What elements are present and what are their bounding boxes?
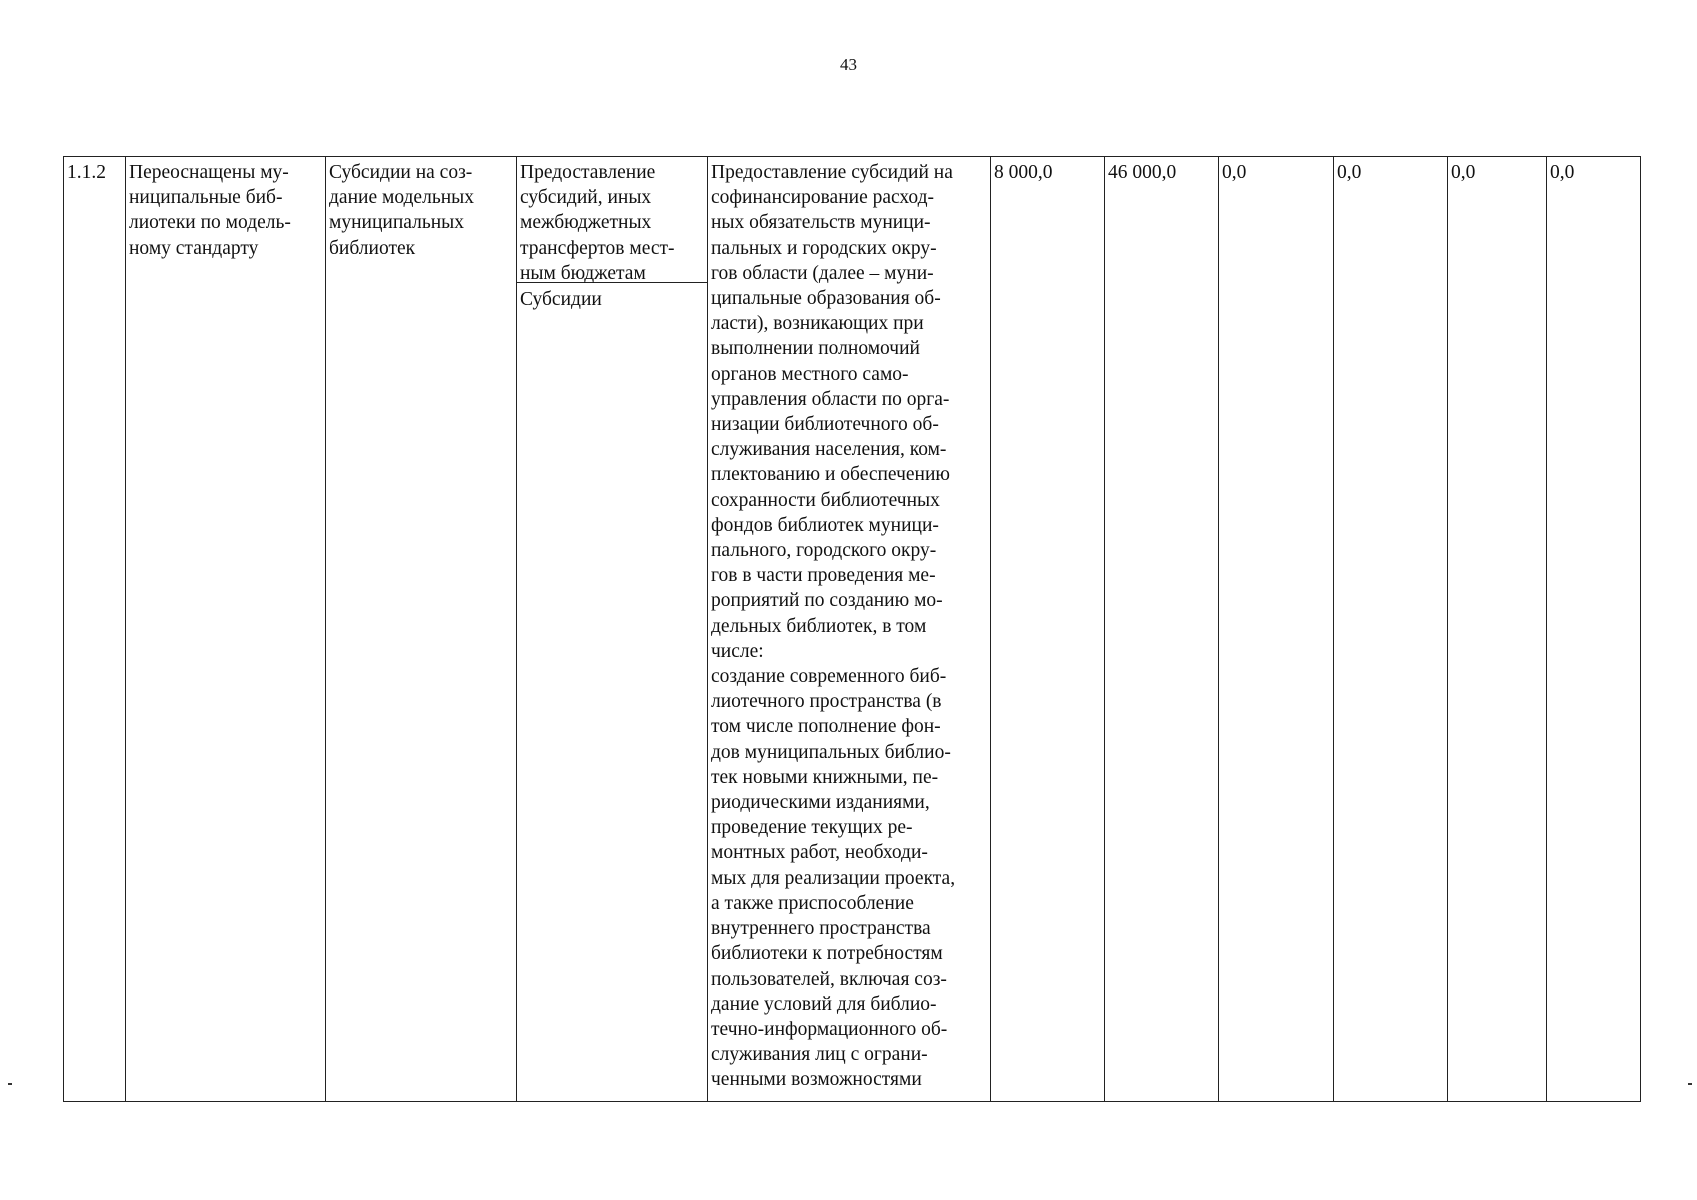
description-line: тек новыми книжными, пе-: [711, 766, 939, 788]
value-text: 0,0: [1550, 162, 1575, 183]
description-line: создание современного биб-: [711, 666, 947, 688]
scan-mark-right: [1688, 1083, 1692, 1085]
type-line: субсидий, иных: [520, 187, 652, 209]
cell-value-2: [1105, 157, 1219, 1101]
description-line: ласти), возникающих при: [711, 313, 924, 335]
description-line: фондов библиотек муници-: [711, 514, 939, 536]
description-line: течно-информационного об-: [711, 1018, 948, 1040]
cell-value-1: [991, 157, 1105, 1101]
value-text: 0,0: [1222, 162, 1247, 183]
result-line: ниципальные биб-: [129, 187, 283, 209]
description-line: ципальные образования об-: [711, 288, 941, 310]
result-line: ному стандарту: [129, 237, 259, 259]
description-line: дов муниципальных библио-: [711, 741, 951, 763]
value-text: 8 000,0: [994, 162, 1053, 183]
measure-line: библиотек: [329, 237, 416, 259]
cell-code: [64, 157, 126, 1101]
description-line: сохранности библиотечных: [711, 489, 940, 511]
cell-value-6: [1547, 157, 1640, 1101]
cell-value-4: [1334, 157, 1448, 1101]
description-line: проведение текущих ре-: [711, 817, 913, 839]
cell-description: [708, 157, 991, 1101]
cell-value-3: [1219, 157, 1334, 1101]
budget-table: [63, 156, 1641, 1102]
value-text: 46 000,0: [1108, 162, 1177, 183]
description-line: гов в части проведения ме-: [711, 565, 936, 587]
cell-measure: [326, 157, 517, 1101]
description-line: выполнении полномочий: [711, 338, 920, 360]
description-line: низации библиотечного об-: [711, 414, 939, 436]
description-line: дельных библиотек, в том: [711, 615, 927, 637]
description-line: лиотечного пространства (в: [711, 691, 942, 713]
description-line: роприятий по созданию мо-: [711, 590, 943, 612]
result-line: лиотеки по модель-: [129, 212, 291, 234]
description-line: софинансирование расход-: [711, 187, 935, 209]
description-line: риодическими изданиями,: [711, 792, 930, 814]
type-sub-label: Субсидии: [520, 289, 602, 310]
description-line: гов области (далее – муни-: [711, 262, 934, 284]
type-line: трансфертов мест-: [520, 237, 675, 259]
value-text: 0,0: [1451, 162, 1476, 183]
result-line: Переоснащены му-: [129, 162, 289, 183]
description-line: том числе пополнение фон-: [711, 716, 941, 738]
description-line: пользователей, включая соз-: [711, 968, 947, 990]
description-line: пального, городского окру-: [711, 540, 937, 562]
type-line: ным бюджетам: [520, 262, 646, 284]
cell-type: [517, 157, 708, 1101]
description-line: библиотеки к потребностям: [711, 943, 943, 965]
type-line: межбюджетных: [520, 212, 652, 234]
value-text: 0,0: [1337, 162, 1362, 183]
description-line: пальных и городских окру-: [711, 237, 937, 259]
description-line: служивания лиц с ограни-: [711, 1044, 928, 1066]
cell-value-5: [1448, 157, 1547, 1101]
page-number: 43: [840, 55, 857, 74]
cell-result: [126, 157, 326, 1101]
description-line: а также приспособление: [711, 892, 914, 914]
description-line: органов местного само-: [711, 363, 909, 385]
description-line: числе:: [711, 640, 764, 662]
description-line: управления области по орга-: [711, 388, 950, 410]
scan-mark-left: [8, 1083, 12, 1085]
description-line: мых для реализации проекта,: [711, 867, 956, 889]
measure-line: дание модельных: [329, 187, 474, 209]
measure-line: муниципальных: [329, 212, 465, 234]
description-line: Предоставление субсидий на: [711, 162, 953, 183]
description-line: ченными возможностями: [711, 1069, 922, 1091]
type-line: Предоставление: [520, 162, 656, 183]
description-line: ных обязательств муници-: [711, 212, 931, 234]
description-line: плектованию и обеспечению: [711, 464, 950, 486]
row-code: 1.1.2: [67, 162, 106, 183]
type-main: [517, 157, 707, 283]
description-line: внутреннего пространства: [711, 918, 931, 940]
measure-line: Субсидии на соз-: [329, 162, 473, 183]
description-line: монтных работ, необходи-: [711, 842, 928, 864]
type-sub: [517, 283, 707, 312]
description-line: служивания населения, ком-: [711, 439, 947, 461]
description-line: дание условий для библио-: [711, 993, 937, 1015]
